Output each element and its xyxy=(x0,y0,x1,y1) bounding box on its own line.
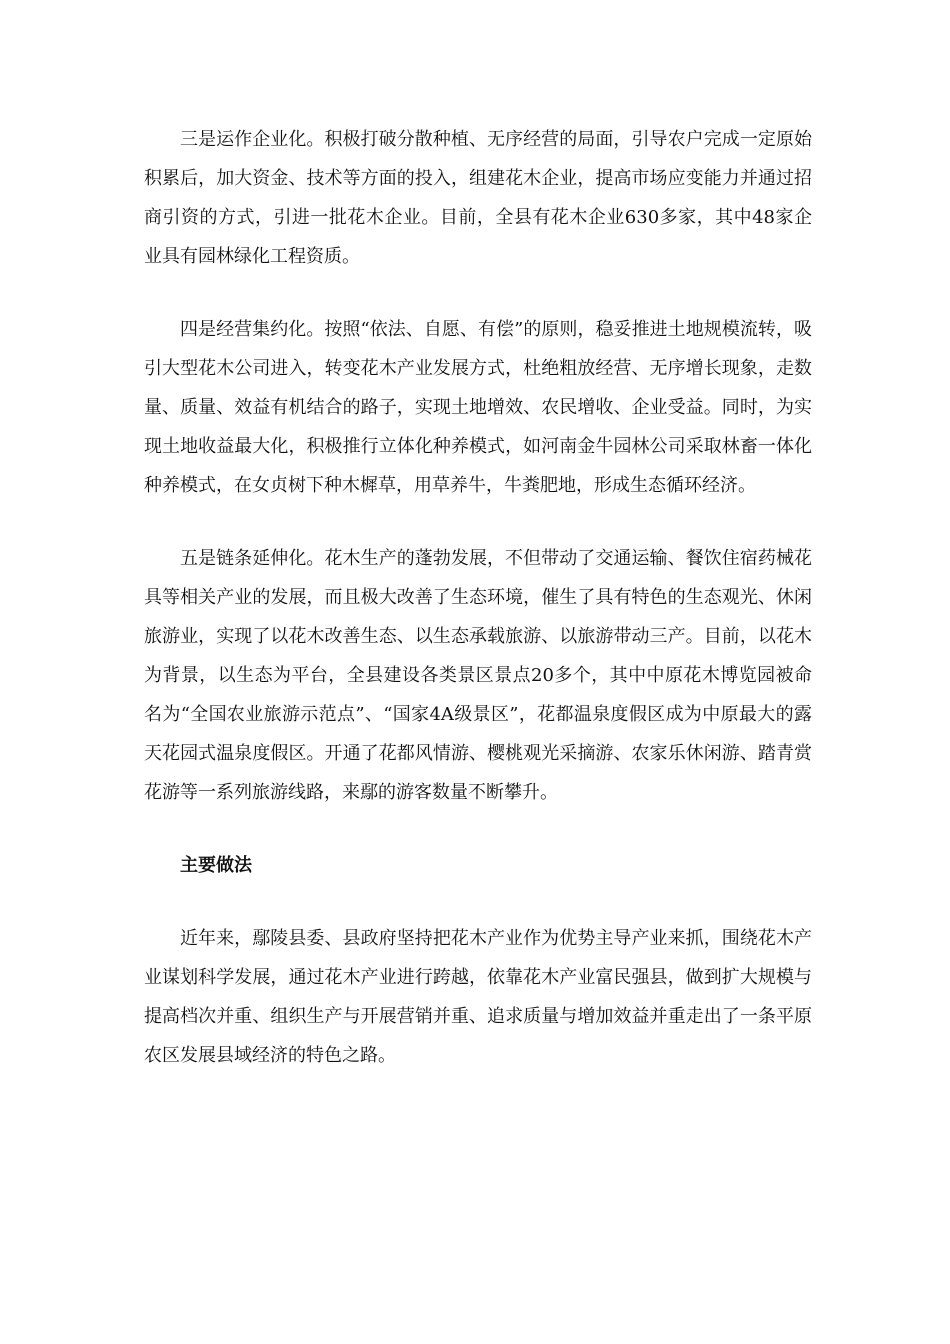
paragraph-enterprise-operation: 三是运作企业化。积极打破分散种植、无序经营的局面，引导农户完成一定原始积累后，加大资金、技术等方面的投入，组建花木企业，提高市场应变能力并通过招商引资的方式，引进一批花木企业。目前，全县有花木企业630多家，其中48家企业具有园林绿化工程资质。 xyxy=(144,129,812,267)
paragraph-intensive-management: 四是经营集约化。按照“依法、自愿、有偿”的原则，稳妥推进土地规模流转，吸引大型花木公司进入，转变花木产业发展方式，杜绝粗放经营、无序增长现象，走数量、质量、效益有机结合的路子，实现土地增效、农民增收、企业受益。同时，为实现土地收益最大化，积极推行立体化种养模式，如河南金牛园林公司采取林畜一体化种养模式，在女贞树下种木樨草，用草养牛，牛粪肥地，形成生态循环经济。 xyxy=(144,319,812,496)
document-body xyxy=(144,120,812,1109)
paragraph-chain-extension: 五是链条延伸化。花木生产的蓬勃发展，不但带动了交通运输、餐饮住宿药械花具等相关产业的发展，而且极大改善了生态环境，催生了具有特色的生态观光、休闲旅游业，实现了以花木改善生态、以生态承载旅游、以旅游带动三产。目前，以花木为背景，以生态为平台，全县建设各类景区景点20多个，其中中原花木博览园被命名为“全国农业旅游示范点”、“国家4A级景区”，花都温泉度假区成为中原最大的露天花园式温泉度假区。开通了花都风情游、樱桃观光采摘游、农家乐休闲游、踏青赏花游等一系列旅游线路，来鄢的游客数量不断攀升。 xyxy=(144,548,812,803)
paragraph-main-practices: 近年来，鄢陵县委、县政府坚持把花木产业作为优势主导产业来抓，围绕花木产业谋划科学发展，通过花木产业进行跨越，依靠花木产业富民强县，做到扩大规模与提高档次并重、组织生产与开展营销并重、追求质量与增加效益并重走出了一条平原农区发展县域经济的特色之路。 xyxy=(144,928,812,1066)
section-heading: 主要做法 xyxy=(180,855,252,876)
